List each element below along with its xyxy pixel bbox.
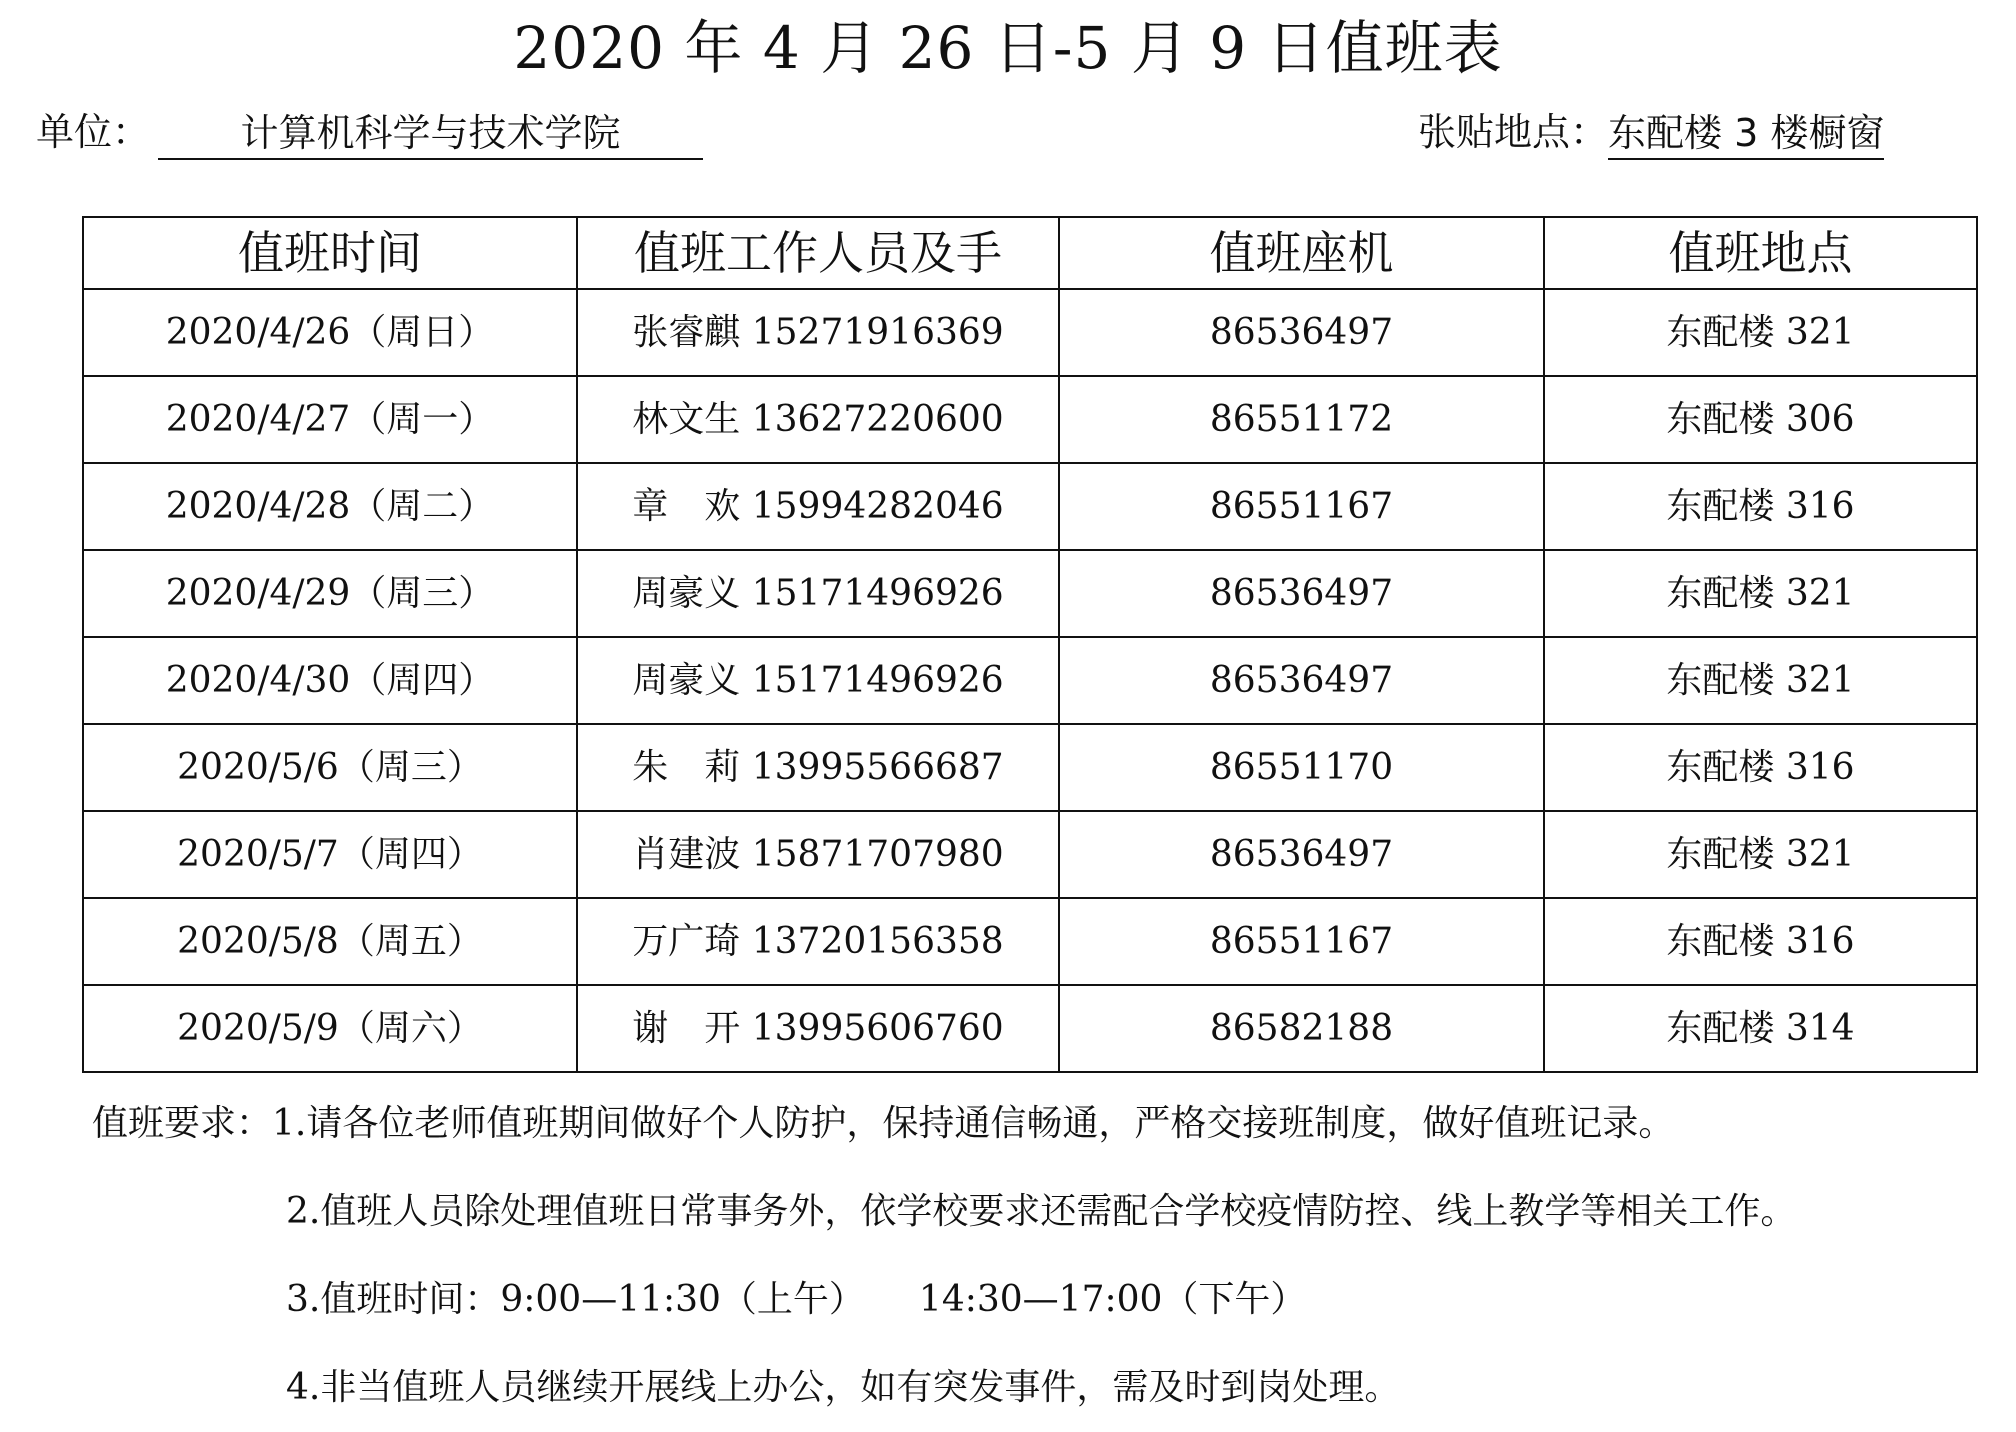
cell-date: 2020/4/29（周三）	[83, 550, 577, 637]
cell-staff: 林文生 13627220600	[577, 376, 1059, 463]
cell-landline: 86536497	[1059, 550, 1544, 637]
posting-location-row	[1418, 104, 1884, 160]
cell-staff: 周豪义 15171496926	[577, 637, 1059, 724]
cell-landline: 86536497	[1059, 289, 1544, 376]
cell-landline: 86551167	[1059, 463, 1544, 550]
cell-date: 2020/4/30（周四）	[83, 637, 577, 724]
page-title: 2020 年 4 月 26 日-5 月 9 日值班表	[513, 14, 1503, 82]
table-row	[83, 376, 1977, 463]
cell-date: 2020/5/8（周五）	[83, 898, 577, 985]
table-row	[83, 463, 1977, 550]
requirement-item-3: 3.值班时间：9:00—11:30（上午） 14:30—17:00（下午）	[286, 1279, 1307, 1320]
cell-staff: 肖建波 15871707980	[577, 811, 1059, 898]
unit-row	[36, 104, 703, 160]
cell-landline: 86536497	[1059, 811, 1544, 898]
cell-date: 2020/4/28（周二）	[83, 463, 577, 550]
cell-location: 东配楼 316	[1544, 463, 1977, 550]
cell-location: 东配楼 316	[1544, 898, 1977, 985]
cell-staff: 谢 开 13995606760	[577, 985, 1059, 1072]
cell-date: 2020/5/7（周四）	[83, 811, 577, 898]
requirement-text: 1.请各位老师值班期间做好个人防护，保持通信畅通，严格交接班制度，做好值班记录。	[272, 1103, 1675, 1144]
requirement-item-4: 4.非当值班人员继续开展线上办公，如有突发事件，需及时到岗处理。	[286, 1367, 1401, 1408]
table-row	[83, 898, 1977, 985]
cell-staff: 万广琦 13720156358	[577, 898, 1059, 985]
requirement-item-1	[92, 1080, 1796, 1168]
duty-requirements	[92, 1080, 1796, 1432]
cell-landline: 86551170	[1059, 724, 1544, 811]
table-row	[83, 811, 1977, 898]
cell-location: 东配楼 321	[1544, 550, 1977, 637]
cell-landline: 86536497	[1059, 637, 1544, 724]
table-row	[83, 985, 1977, 1072]
cell-date: 2020/5/9（周六）	[83, 985, 577, 1072]
cell-location: 东配楼 321	[1544, 637, 1977, 724]
cell-staff: 张睿麒 15271916369	[577, 289, 1059, 376]
cell-staff: 章 欢 15994282046	[577, 463, 1059, 550]
unit-label: 单位：	[36, 110, 151, 154]
cell-landline: 86551167	[1059, 898, 1544, 985]
cell-location: 东配楼 321	[1544, 811, 1977, 898]
cell-date: 2020/4/26（周日）	[83, 289, 577, 376]
cell-date: 2020/5/6（周三）	[83, 724, 577, 811]
table-row	[83, 637, 1977, 724]
unit-value: 计算机科学与技术学院	[158, 108, 703, 160]
cell-landline: 86582188	[1059, 985, 1544, 1072]
cell-staff: 朱 莉 13995566687	[577, 724, 1059, 811]
cell-location: 东配楼 316	[1544, 724, 1977, 811]
cell-staff: 周豪义 15171496926	[577, 550, 1059, 637]
table-header-row	[83, 217, 1977, 289]
header-duty-time: 值班时间	[83, 217, 577, 289]
cell-location: 东配楼 314	[1544, 985, 1977, 1072]
table-row	[83, 724, 1977, 811]
cell-location: 东配楼 306	[1544, 376, 1977, 463]
posting-location-label: 张贴地点：	[1418, 110, 1609, 154]
cell-landline: 86551172	[1059, 376, 1544, 463]
header-duty-location: 值班地点	[1544, 217, 1977, 289]
requirement-item-2: 2.值班人员除处理值班日常事务外，依学校要求还需配合学校疫情防控、线上教学等相关工作。	[286, 1191, 1797, 1232]
table-row	[83, 550, 1977, 637]
table-row	[83, 289, 1977, 376]
cell-location: 东配楼 321	[1544, 289, 1977, 376]
requirements-label: 值班要求：	[92, 1103, 273, 1144]
header-duty-landline: 值班座机	[1059, 217, 1544, 289]
posting-location-value: 东配楼 3 楼橱窗	[1608, 108, 1884, 160]
cell-date: 2020/4/27（周一）	[83, 376, 577, 463]
header-duty-staff: 值班工作人员及手	[577, 217, 1059, 289]
duty-table	[82, 216, 1978, 1073]
